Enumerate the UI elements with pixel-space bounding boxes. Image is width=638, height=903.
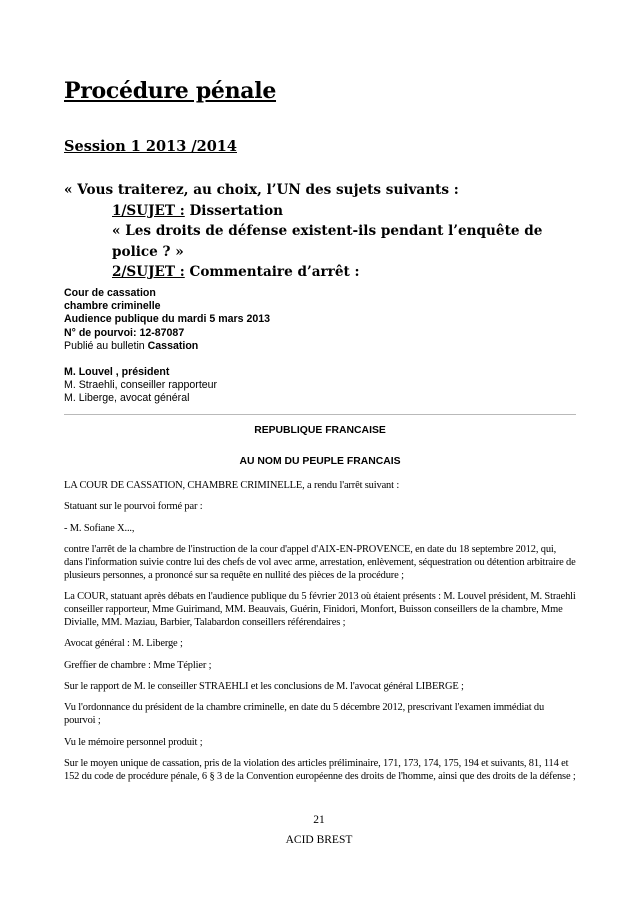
au-nom-heading: AU NOM DU PEUPLE FRANCAIS [239,456,401,467]
session-heading: Session 1 2013 /2014 [64,138,237,155]
subject-2-label: 2/SUJET : [112,264,185,280]
hearing-date: Audience publique du mardi 5 mars 2013 [64,313,271,326]
horizontal-divider [64,414,576,415]
republique-heading: REPUBLIQUE FRANCAISE [254,425,386,436]
court-name: Cour de cassation [64,287,156,299]
rapporteur-line: M. Straehli, conseiller rapporteur [64,379,218,392]
subject-2-type: Commentaire d’arrêt : [184,264,360,280]
appeal-number: N° de pourvoi: 12-87087 [64,326,185,339]
paragraph: Sur le moyen unique de cassation, pris de la violation des articles préliminaire, 171, 173, 174, 175, 194 et suivants, 81, 114 et 152 du code de procédure pénale, 6 § 3 de la Convention européenne des droits de l'homme, ainsi que des droits de la défense ; [64,757,576,782]
subject-1-type: Dissertation [184,202,284,219]
judgment-body [64,480,576,792]
court-chamber: chambre criminelle [64,300,161,313]
publication-result: Cassation [147,339,199,352]
publication-line [64,340,604,353]
subject-1-question-line-1: « Les droits de défense existent-ils pendant l’enquête de [112,223,543,239]
paragraph: Sur le rapport de M. le conseiller STRAEHLI et les conclusions de M. l'avocat général LIBERGE ; [64,680,464,692]
instructions-intro: « Vous traiterez, au choix, l’UN des sujets suivants : [64,182,459,198]
paragraph: contre l'arrêt de la chambre de l'instruction de la cour d'appel d'AIX-EN-PROVENCE, en date du 18 septembre 2012, qui, dans l'information suivie contre lui des chefs de vol avec arme, arrestation, enlèvement, séquestration ou détention arbitraire de plusieurs personnes, a prononcé sur sa requête en nullité des pièces de la procédure ; [64,544,576,581]
subject-1-label: 1/SUJET : [112,202,185,219]
document-title: Procédure pénale [64,78,277,104]
paragraph: - M. Sofiane X..., [64,522,135,534]
paragraph: Statuant sur le pourvoi formé par : [64,501,203,513]
footer-organization: ACID BREST [285,834,353,846]
paragraph: La COUR, statuant après débats en l'audience publique du 5 février 2013 où étaient présents : M. Louvel président, M. Straehli conseiller rapporteur, Mme Guirimand, MM. Beauvais, Guérin, Finidori, Monfort, Buisson conseillers de la chambre, Mme Divialle, MM. Maziau, Barbier, Talabardon conseillers référendaires ; [64,591,576,628]
subject-1-question-line-2: police ? » [112,243,184,260]
paragraph: Vu le mémoire personnel produit ; [64,736,203,748]
page-number: 21 [313,814,325,826]
avocat-general-line: M. Liberge, avocat général [64,392,190,405]
paragraph: Vu l'ordonnance du président de la chambre criminelle, en date du 5 décembre 2012, prescrivant l'examen immédiat du pourvoi ; [64,702,545,727]
publication-prefix: Publié au bulletin [64,339,148,352]
subject-1-line [64,201,584,222]
court-info [64,287,604,406]
paragraph: Avocat général : M. Liberge ; [64,638,183,650]
subject-2-line [64,262,584,283]
paragraph: Greffier de chambre : Mme Téplier ; [64,659,212,671]
president-line: M. Louvel , président [64,366,170,379]
paragraph: LA COUR DE CASSATION, CHAMBRE CRIMINELLE, a rendu l'arrêt suivant : [64,480,400,491]
exam-instructions [64,180,584,283]
spacer [64,353,604,366]
